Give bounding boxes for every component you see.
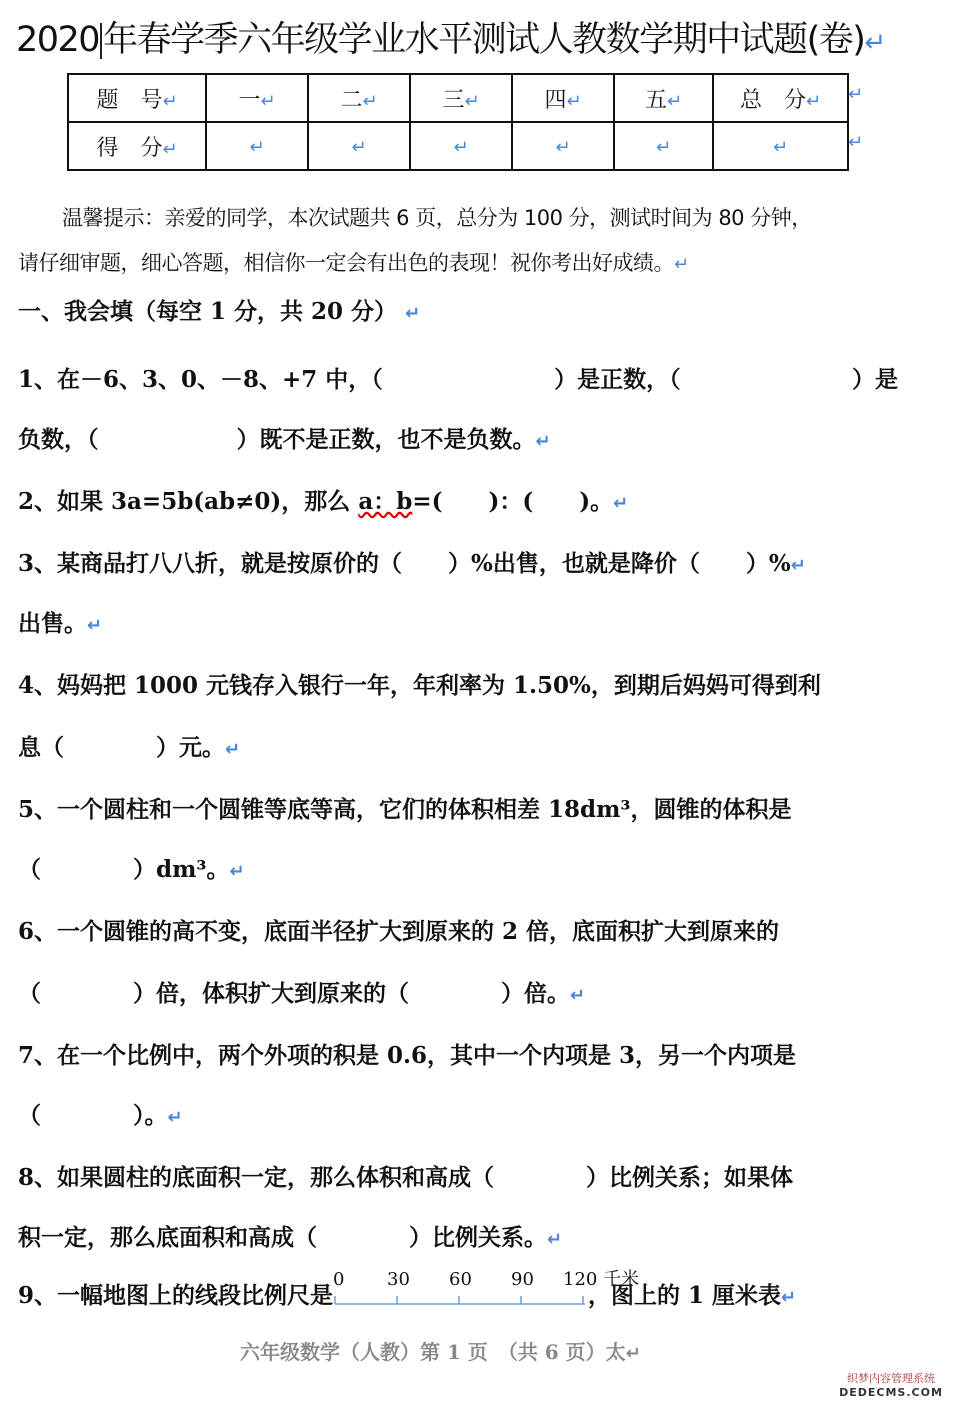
score-cell[interactable]: ↵ — [614, 122, 713, 170]
paragraph-mark-icon: ↵ — [864, 28, 885, 58]
question-3-line-2: 出售。↵ — [18, 610, 103, 637]
reminder-line-1: 温馨提示：亲爱的同学，本次试题共 6 页，总分为 100 分，测试时间为 80 分钟， — [62, 206, 812, 230]
line-scale — [333, 1269, 640, 1318]
watermark-logo: 织梦内容管理系统 DEDECMS.COM — [839, 1372, 943, 1399]
scale-tick-label: 60 — [449, 1269, 472, 1290]
title-year: 2020 — [16, 20, 100, 60]
score-cell[interactable]: ↵ — [206, 122, 308, 170]
question-4-line-2: 息（ ）元。↵ — [18, 734, 241, 761]
score-header-cell: 一↵ — [206, 74, 308, 122]
question-8-line-1: 8、如果圆柱的底面积一定，那么体积和高成（ ）比例关系；如果体 — [18, 1164, 794, 1191]
page-footer: 六年级数学（人教）第 1 页 （共 6 页）太↵ — [240, 1340, 641, 1364]
question-9: 9、一幅地图上的线段比例尺是 0 30 60 90 120 千米 ，图上的 1 厘米表↵ — [18, 1276, 898, 1318]
score-header-cell: 四↵ — [512, 74, 614, 122]
score-cell[interactable]: ↵ — [512, 122, 614, 170]
score-table-score-row — [68, 122, 848, 170]
total-score-cell[interactable]: ↵ — [713, 122, 848, 170]
scale-tick-label: 120 千米 — [563, 1269, 640, 1290]
paragraph-mark-icon: ↵ — [848, 84, 864, 105]
score-table — [67, 73, 849, 171]
question-4-line-1: 4、妈妈把 1000 元钱存入银行一年，年利率为 1.50%，到期后妈妈可得到利 — [18, 672, 821, 699]
spellcheck-underline: a：b — [358, 488, 413, 515]
score-header-cell: 三↵ — [410, 74, 512, 122]
score-table-header-row — [68, 74, 848, 122]
question-5-line-2: （ ）dm³。↵ — [18, 856, 245, 883]
question-7-line-2: （ ）。↵ — [18, 1102, 183, 1129]
scale-tick-label: 30 — [387, 1269, 410, 1290]
paragraph-mark-icon: ↵ — [848, 132, 864, 153]
score-label-cell: 得 分↵ — [68, 122, 206, 170]
question-7-line-1: 7、在一个比例中，两个外项的积是 0.6，其中一个内项是 3，另一个内项是 — [18, 1042, 797, 1069]
score-cell[interactable]: ↵ — [410, 122, 512, 170]
score-cell[interactable]: ↵ — [308, 122, 410, 170]
page-title — [16, 16, 946, 67]
table-row-marks — [848, 84, 863, 180]
reminder-paragraph — [18, 196, 918, 287]
question-2: 2、如果 3a=5b(ab≠0)，那么 a：b=( )：( )。↵ — [18, 488, 629, 515]
scale-tick-label: 90 — [511, 1269, 534, 1290]
reminder-line-2: 请仔细审题，细心答题，相信你一定会有出色的表现！祝你考出好成绩。↵ — [18, 251, 689, 275]
question-6-line-2: （ ）倍，体积扩大到原来的（ ）倍。↵ — [18, 980, 586, 1007]
score-header-cell: 题 号↵ — [68, 74, 206, 122]
scale-bar — [333, 1292, 593, 1312]
question-1-line-1: 1、在－6、3、0、－8、+7 中，（ ）是正数，（ ）是 — [18, 366, 898, 393]
question-5-line-1: 5、一个圆柱和一个圆锥等底等高，它们的体积相差 18dm³，圆锥的体积是 — [18, 796, 792, 823]
score-header-cell: 总 分↵ — [713, 74, 848, 122]
section-heading: 一、我会填（每空 1 分，共 20 分） ↵ — [18, 298, 421, 325]
title-text: 年春学季六年级学业水平测试人教数学期中试题(卷) — [103, 20, 865, 60]
question-6-line-1: 6、一个圆锥的高不变，底面半径扩大到原来的 2 倍，底面积扩大到原来的 — [18, 918, 780, 945]
question-8-line-2: 积一定，那么底面积和高成（ ）比例关系。↵ — [18, 1224, 563, 1251]
text-cursor — [100, 23, 102, 59]
score-header-cell: 二↵ — [308, 74, 410, 122]
question-3-line-1: 3、某商品打八八折，就是按原价的（ ）%出售，也就是降价（ ）%↵ — [18, 550, 806, 577]
score-header-cell: 五↵ — [614, 74, 713, 122]
question-1-line-2: 负数，（ ）既不是正数，也不是负数。↵ — [18, 426, 551, 453]
scale-tick-label: 0 — [333, 1269, 345, 1290]
